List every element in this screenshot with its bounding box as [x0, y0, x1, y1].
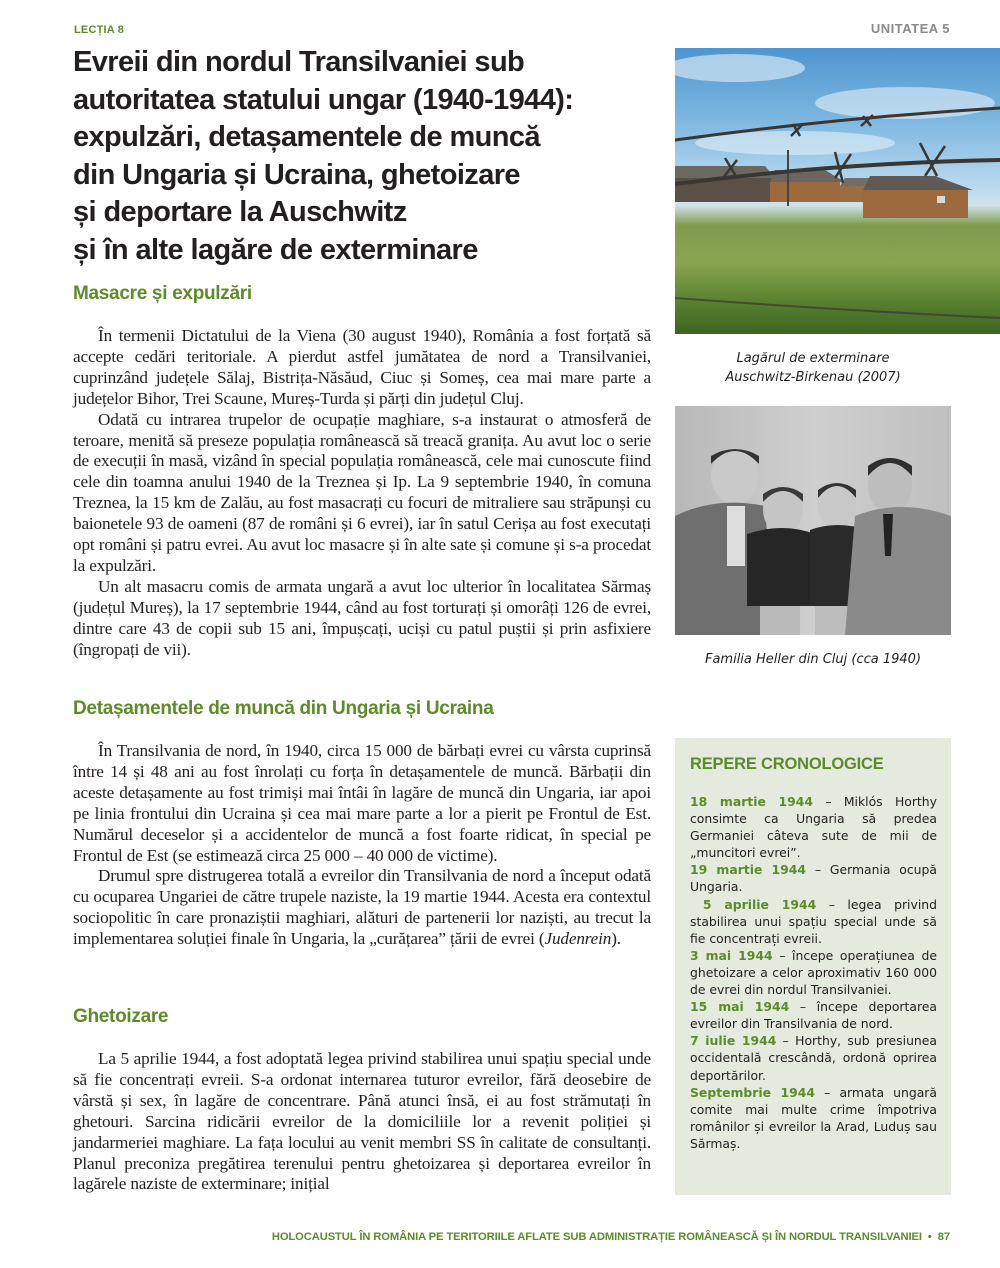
caption-line: Lagărul de exterminare [736, 351, 890, 366]
title-line: și în alte lagăre de exterminare [73, 233, 478, 266]
chronology-date: 19 martie 1944 [690, 862, 807, 878]
paragraph-text: Drumul spre distrugerea totală a evreilor din Transilvania de nord a început odată cu ocuparea Ungariei de către trupele naziste, la 19 martie 1944. Acesta era contextul sociopolitic în care pronaziștii maghiari, alături de partenerii lor naziști, au trecut la implementarea soluției finale în Ungaria, la „curățarea” țării de evrei ( [73, 866, 651, 949]
chronology-list [690, 793, 937, 1152]
page-footer [272, 1231, 950, 1243]
section-body-labor [73, 741, 651, 950]
chronology-item [690, 947, 937, 998]
caption-camp [675, 349, 951, 387]
page-number: 87 [937, 1231, 950, 1243]
paragraph: În Transilvania de nord, în 1940, circa 15 000 de bărbați evrei cu vârsta cuprinsă între 14 și 48 ani au fost înrolați cu forța în detașamentele de muncă. Bărbații din aceste detașamente au fost trimiși mai întâi în lagăre de muncă din Ungaria, iar apoi pe linia frontului din Ucraina și cea mai mare parte a lor a pierit pe Frontul de Est. Numărul deceselor și a accidentelor de muncă a fost foarte ridicat, în special pe Frontul de Est (se estimează circa 25 000 – 40 000 de victime). [73, 741, 651, 865]
title-line: expulzări, detașamentele de muncă [73, 121, 540, 154]
chronology-title: REPERE CRONOLOGICE [690, 755, 884, 773]
chronology-date: Septembrie 1944 [690, 1084, 816, 1100]
title-line: din Ungaria și Ucraina, ghetoizare [73, 158, 520, 191]
chronology-item [690, 1032, 937, 1083]
chronology-text: – legea privind stabilirea unui spațiu special unde să fie concentrați evreii. [690, 896, 937, 946]
chronology-item [690, 998, 937, 1032]
chronology-item [690, 861, 937, 895]
caption-family: Familia Heller din Cluj (cca 1940) [704, 652, 922, 667]
page-title [73, 44, 673, 270]
lesson-label: LECȚIA 8 [74, 24, 125, 36]
chronology-text: – începe deportarea evreilor din Transilvania de nord. [690, 999, 937, 1032]
chronology-text: – Miklós Horthy consimte ca Ungaria să predea Germaniei câteva sute de mii de „muncitori evrei”. [690, 794, 937, 861]
chronology-item [690, 896, 937, 947]
chronology-date: 15 mai 1944 [690, 999, 790, 1015]
title-line: Evreii din nordul Transilvaniei sub [73, 46, 525, 78]
camp-illustration [675, 48, 1000, 334]
paragraph: Un alt masacru comis de armata ungară a avut loc ulterior în localitatea Sărmaș (județul Mureș), la 17 septembrie 1944, când au fost torturați și omorâți 126 de evrei, dintre care 43 de copii sub 15 ani, împușcați, uciși cu patul puștii și prin asfixiere (îngropați de vii). [73, 576, 651, 659]
chronology-item [690, 1084, 937, 1152]
title-line: autoritatea statului ungar (1940-1944): [73, 83, 574, 116]
section-body-ghettoization [73, 1049, 651, 1195]
section-heading-ghettoization: Ghetoizare [73, 1006, 169, 1027]
paragraph: Odată cu intrarea trupelor de ocupație maghiare, s-a instaurat o atmosferă de teroare, menită să preseze populația românească să treacă granița. Au avut loc o serie de execuții în masă, vizând în special populația românească, cele mai cunoscute fiind cele din toamna anului 1940 de la Treznea și Ip. La 9 septembrie 1940, în comuna Treznea, la 15 km de Zalău, au fost masacrați cu focuri de mitraliere sau străpunși cu baionetele 93 de oameni (87 de români și 6 evrei), iar în satul Cerișa au fost executați opt români și patru evrei. Au avut loc masacre și în alte sate și comune și s-a procedat la expulzări. [73, 409, 651, 575]
chronology-box [675, 738, 951, 1195]
paragraph: În termenii Dictatului de la Viena (30 august 1940), România a fost forțată să accepte cedări teritoriale. A pierdut astfel jumătatea de nord a Transilvaniei, cuprinzând județele Sălaj, Bistrița-Năsăud, Ciuc și Someș, cea mai mare parte a județelor Bihor, Trei Scaune, Mureș-Turda și părți din județul Cluj. [73, 326, 651, 408]
paragraph-text-end: ). [611, 929, 621, 949]
title-line: și deportare la Auschwitz [73, 196, 407, 229]
chronology-date: 18 martie 1944 [690, 794, 814, 809]
chronology-text: – Horthy, sub presiunea occidentală crescândă, ordonă oprirea deportărilor. [690, 1033, 937, 1083]
chronology-text: – începe operațiunea de ghetoizare a celor aproximativ 160 000 de evrei din nordul Transilvaniei. [690, 947, 937, 998]
chronology-date: 7 iulie 1944 [690, 1033, 777, 1049]
section-body-massacres [73, 326, 651, 661]
section-heading-massacres: Masacre și expulzări [73, 283, 252, 304]
photo-auschwitz-birkenau [675, 48, 1000, 334]
chronology-text: – Germania ocupă Ungaria. [690, 862, 937, 895]
family-illustration [675, 406, 951, 635]
chronology-date: 3 mai 1944 [690, 947, 773, 963]
photo-heller-family [675, 406, 951, 635]
italic-term: Judenrein [544, 929, 612, 949]
paragraph [73, 866, 651, 950]
chronology-text: – armata ungară comite mai multe crime împotriva românilor și evreilor la Arad, Luduș sau Sărmaș. [690, 1084, 937, 1151]
paragraph: La 5 aprilie 1944, a fost adoptată legea privind stabilirea unui spațiu special unde să fie concentrați evreii. S-a ordonat internarea tuturor evreilor, fără deosebire de vârstă și sex, în lagăre de concentrare. Până atunci însă, ei au fost strămutați în ghetouri. Sarcina ridicării evreilor de la domiciliile lor a revenit poliției și jandarmeriei maghiare. La fața locului au venit membri SS în calitate de consultanți. Planul preconiza pregătirea terenului pentru ghetoizarea și deportarea evreilor în lagărele naziste de exterminare; inițial [73, 1049, 651, 1194]
chronology-date: 5 aprilie 1944 [690, 896, 817, 912]
unit-label: UNITATEA 5 [870, 21, 950, 36]
footer-separator: • [927, 1231, 932, 1243]
footer-book-title: HOLOCAUSTUL ÎN ROMÂNIA PE TERITORIILE AFLATE SUB ADMINISTRAȚIE ROMÂNEASCĂ ȘI ÎN NORDUL TRANSILVANIEI [271, 1231, 922, 1243]
section-heading-labor: Detașamentele de muncă din Ungaria și Ucraina [73, 698, 494, 719]
chronology-item [690, 793, 937, 861]
caption-line: Auschwitz-Birkenau (2007) [725, 370, 901, 385]
